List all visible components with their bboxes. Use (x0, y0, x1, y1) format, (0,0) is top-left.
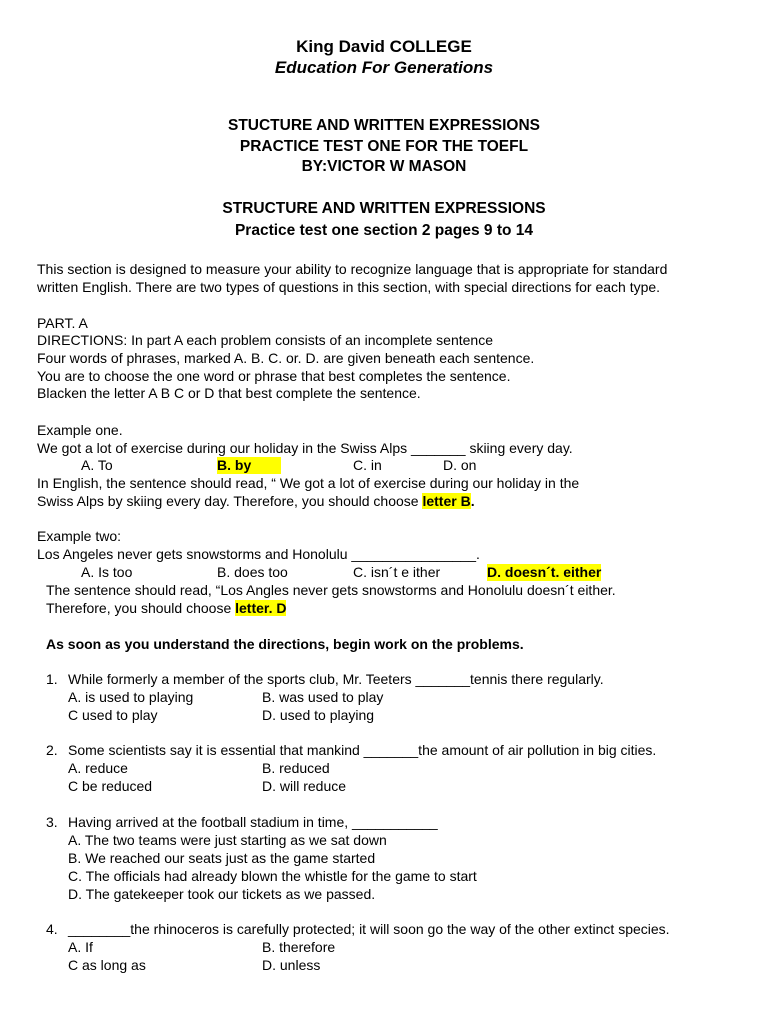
example-two-option-a: A. Is too (81, 564, 133, 580)
question-2-option-d: D. will reduce (262, 778, 347, 794)
intro-line-2: written English. There are two types of questions in this section, with special directions for each type. (37, 279, 661, 295)
question-4-option-b: B. therefore (262, 939, 336, 955)
example-two-option-c: C. isn´t e ither (353, 564, 441, 580)
directions-line-4: Blacken the letter A B C or D that best complete the sentence. (37, 385, 421, 401)
heading-title-1: STUCTURE AND WRITTEN EXPRESSIONS (227, 117, 541, 134)
question-2-option-b: B. reduced (262, 760, 330, 776)
begin-instruction: As soon as you understand the directions, begin work on the problems. (46, 636, 524, 652)
question-1-option-b: B. was used to play (262, 689, 384, 705)
explanation-text: Therefore, you should choose (46, 600, 236, 616)
example-two-title: Example two: (37, 528, 122, 544)
example-one-explanation-1: In English, the sentence should read, “ We got a lot of exercise during our holiday in the (37, 475, 580, 491)
example-one-title: Example one. (37, 422, 123, 438)
question-4-option-d: D. unless (262, 957, 321, 973)
question-1-text: While formerly a member of the sports club, Mr. Teeters _______tennis there regularly. (68, 671, 604, 687)
example-two-option-d: D. doesn´t. either (487, 564, 602, 580)
example-two-explanation-1: The sentence should read, “Los Angles never gets snowstorms and Honolulu doesn´t either. (46, 582, 616, 598)
heading-title-2: PRACTICE TEST ONE FOR THE TOEFL (239, 138, 529, 155)
question-4-text: ________the rhinoceros is carefully protected; it will soon go the way of the other extinct species. (68, 921, 670, 937)
explanation-text: Swiss Alps by skiing every day. Therefore, you should choose (37, 493, 423, 509)
college-tagline: Education For Generations (274, 58, 494, 77)
question-4-option-a: A. If (68, 939, 93, 955)
example-two-sentence: Los Angeles never gets snowstorms and Honolulu ________________. (37, 546, 480, 562)
question-2-number: 2. (46, 742, 58, 758)
question-3-option-d: D. The gatekeeper took our tickets as we passed. (68, 886, 376, 902)
question-3-option-b: B. We reached our seats just as the game started (68, 850, 376, 866)
question-2-text: Some scientists say it is essential that mankind _______the amount of air pollution in big cities. (68, 742, 657, 758)
question-3-text: Having arrived at the football stadium in time, ___________ (68, 814, 438, 830)
college-name: King David COLLEGE (296, 37, 472, 56)
question-3-option-c: C. The officials had already blown the whistle for the game to start (68, 868, 477, 884)
example-two-option-b: B. does too (217, 564, 288, 580)
example-one-sentence: We got a lot of exercise during our holiday in the Swiss Alps _______ skiing every day. (37, 440, 573, 456)
question-1-option-a: A. is used to playing (68, 689, 194, 705)
intro-line-1: This section is designed to measure your ability to recognize language that is appropriate for standard (37, 261, 668, 277)
example-one-answer: letter B (422, 493, 471, 509)
section-heading: STRUCTURE AND WRITTEN EXPRESSIONS (222, 200, 546, 217)
question-3-option-a: A. The two teams were just starting as we sat down (68, 832, 387, 848)
heading-author: BY:VICTOR W MASON (301, 158, 467, 175)
directions-line-3: You are to choose the one word or phrase that best completes the sentence. (37, 368, 511, 384)
directions-line-2: Four words of phrases, marked A. B. C. or. D. are given beneath each sentence. (37, 350, 535, 366)
example-one-option-c: C. in (353, 457, 382, 473)
question-3-number: 3. (46, 814, 58, 830)
example-one-option-d: D. on (443, 457, 477, 473)
example-one-explanation-2 (37, 493, 475, 510)
question-1-number: 1. (46, 671, 58, 687)
question-4-number: 4. (46, 921, 58, 937)
example-one-option-b: B. by (217, 457, 281, 474)
question-1-option-c: C used to play (68, 707, 158, 723)
part-a-title: PART. A (37, 315, 88, 331)
section-subheading: Practice test one section 2 pages 9 to 14 (234, 222, 534, 239)
question-4-option-c: C as long as (68, 957, 146, 973)
directions-line-1: DIRECTIONS: In part A each problem consists of an incomplete sentence (37, 332, 493, 348)
example-one-option-a: A. To (81, 457, 113, 473)
question-2-option-c: C be reduced (68, 778, 153, 794)
question-2-option-a: A. reduce (68, 760, 128, 776)
example-two-answer: letter. D (235, 600, 287, 616)
question-1-option-d: D. used to playing (262, 707, 375, 723)
answer-period: . (470, 493, 475, 509)
example-two-explanation-2 (46, 600, 286, 617)
